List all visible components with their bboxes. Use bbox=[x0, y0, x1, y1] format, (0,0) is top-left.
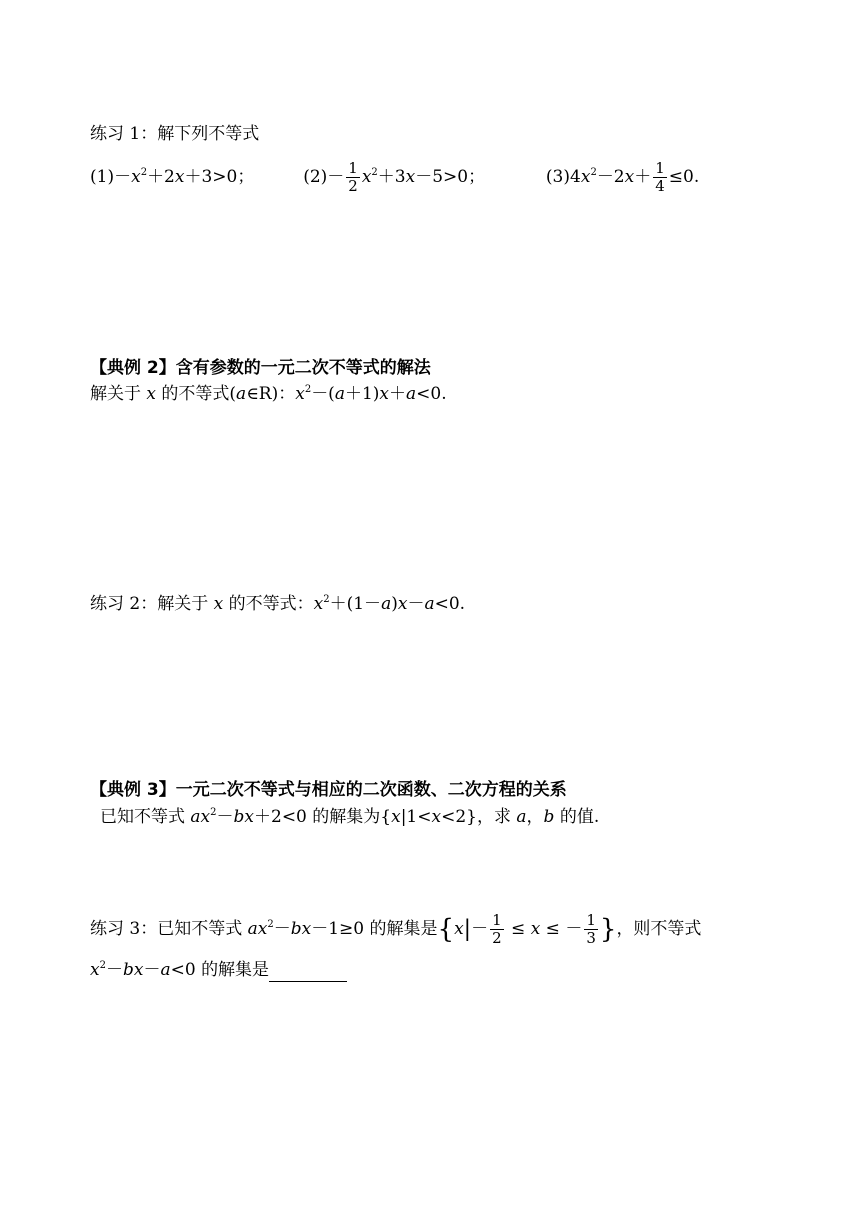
practice1-problems bbox=[90, 160, 699, 195]
example3-text: 已知不等式 $ax^2-bx+2<0$ 的解集为{x|1<x<2}，求 a，b 的值. bbox=[100, 807, 600, 827]
problem-3: $(3)4x^2-2x+$ $\frac{1}{4}$ ≤0. bbox=[545, 159, 700, 195]
problem-1: $(1)-x^2+2x+3>0$； bbox=[90, 167, 255, 187]
practice1-title: 练习 1：解下列不等式 bbox=[90, 124, 260, 144]
fraction-one-third: $\frac{1}{3}$ bbox=[586, 911, 596, 947]
answer-blank[interactable] bbox=[269, 963, 347, 982]
fraction-one-half: $\frac{1}{2}$ bbox=[492, 911, 502, 947]
practice2-text: 练习 2：解关于 x 的不等式：$x^2+(1-a)x-a<0$. bbox=[90, 594, 466, 614]
fraction-one-half: $\frac{1}{2}$ bbox=[348, 159, 358, 195]
practice3-line2: $x^2-bx-a<0$ 的解集是 bbox=[90, 958, 347, 982]
example3-heading: 【典例 3】一元二次不等式与相应的二次函数、二次方程的关系 bbox=[90, 780, 567, 800]
practice3-line1: 练习 3：已知不等式 $ax^2-bx-1\ge 0$ 的解集是{x|－ $\frac{1}{2}$ ≤ x ≤ － $\frac{1}{3}$ }，则不等式 bbox=[90, 911, 702, 947]
problem-2: (2)－ $\frac{1}{2}$ $x^2+3x-5>0$； bbox=[303, 159, 486, 195]
example2-text: 解关于 x 的不等式(a∈R)：$x^2-(a+1)x+a<0$. bbox=[90, 384, 447, 404]
example2-heading: 【典例 2】含有参数的一元二次不等式的解法 bbox=[90, 358, 431, 378]
fraction-one-quarter: $\frac{1}{4}$ bbox=[655, 159, 665, 195]
